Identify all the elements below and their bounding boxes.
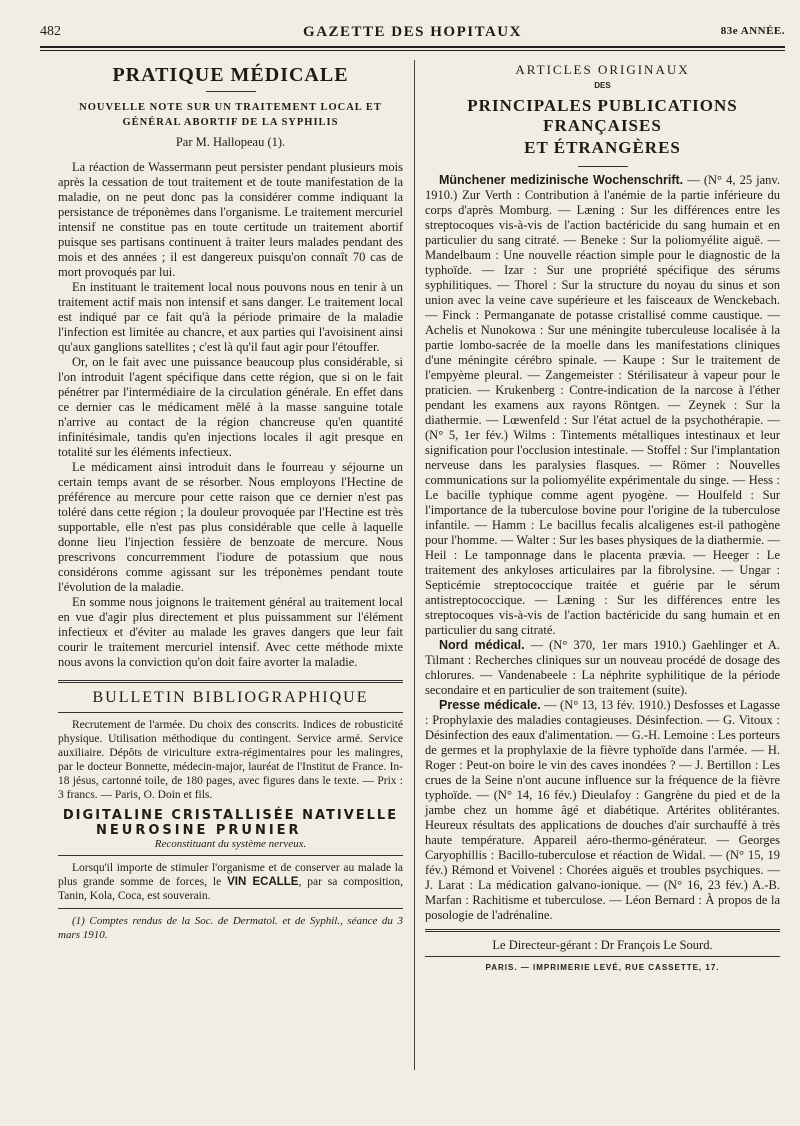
paragraph: En instituant le traitement local nous pouvons nous en tenir à un traitement actif mais non intensif et sans danger. Le traitement local est indiqué par ce fait qu'à la période primaire de la maladie l'infection est limitée au chancre, et aux parties qui l'avoisinent ainsi qu'aux ganglions satellites ; c'est là qu'il faut agir pour l'étouffer.	[58, 280, 403, 354]
article-subtitle: NOUVELLE NOTE SUR UN TRAITEMENT LOCAL ET GÉNÉRAL ABORTIF DE LA SYPHILIS	[79, 102, 382, 128]
paragraph: La réaction de Wassermann peut persister pendant plusieurs mois après la cessation de tout traitement et de toute manifestation de la maladie, on ne peut donc pas la considérer comme indiquant la persistance de tréponèmes dans l'organisme. Le traitement mercuriel intensif ne constitue pas en toute certitude un traitement abortif puisque ses partisans continuent à traiter leurs malades pendant des mois et des années ; il est dangereux puisqu'on connaît 70 cas de mort provoqués par lui.	[58, 160, 403, 279]
header-rule	[40, 46, 785, 51]
digitaline-ad: DIGITALINE CRISTALLISÉE NATIVELLE	[62, 808, 399, 823]
section-title: ARTICLES ORIGINAUX	[515, 62, 690, 77]
section-title: PRATIQUE MÉDICALE	[112, 64, 349, 86]
right-column	[425, 62, 780, 972]
des-label: DES	[594, 81, 611, 90]
vin-ecalle-name: VIN ECALLE	[227, 876, 299, 888]
footer-rule	[425, 929, 780, 932]
entry-journal: Nord médical.	[439, 638, 525, 652]
bulletin-title: BULLETIN BIBLIOGRAPHIQUE	[92, 689, 369, 706]
section-rule	[58, 680, 403, 683]
publication-entry: Münchener medizinische Wochenschrift. — (N° 4, 25 janv. 1910.) Zur Verth : Contribution à l'anémie de la partie inférieure du corps d'après Momburg. — Læning : Sur les différences entre les streptocoques vis-à-vis de l'action bactéricide du sang humain et en particulier du sang citraté. — Beneke : Sur la poliomyélite aiguë. — Mandelbaum : Une nouvelle réaction simple pour le diagnostic de la typhoïde. — Izar : Sur une propriété spécifique des sérums syphilitiques. — Thorel : Sur la structure du noyau du sinus et son union avec la veine cave supérieure et les faisceaux de Wenckebach. — Finck : Permanganate de potasse cristallisé comme caustique. — Achelis et Nunokowa : Sur une méningite tuberculeuse localisée à la partie lombo-sacrée de la moelle dans les manifestations cliniques d'une méningite cérébro spinale. — Kaupe : Sur le traitement de l'empyème pleural. — Zangemeister : Stérilisateur à vapeur pour le praticien. — Krukenberg : Contre-indication de la narcose à l'éther pendant les examens aux rayons Röntgen. — Zeynek : Sur la diathermie. — Lœwenfeld : Sur l'état actuel de la psychothérapie. — (N° 5, 1er fév.) Wilms : Tintements métalliques intestinaux et leur signification pour l'occlusion intestinale. — Stoffel : Sur l'implantation nerveuse dans les paralysies flasques. — Römer : Nouvelles communications sur la poliomyélite expérimentale du singe. — Hess : Le bacille typhique comme agent pyogène. — Houlfeld : Sur l'importance de la tuberculose bovine pour l'origine de la tuberculose infantile. — Hamm : Le bacillus fecalis alcaligenes est-il pathogène pour l'homme. — Walter : Sur les bases physiques de la diathermie. — Heil : Le tamponnage dans le placenta prævia. — Heeger : Le traitement des ankyloses articulaires par la fibrolysine. — Ungar : Septicémie streptococcique traitée et guérie par le sérum antistreptococcique. — Læning : Sur les différences entre les streptocoques vis-à-vis de l'action bactéricide du sang humain et en particulier du sang citraté.	[425, 173, 780, 637]
page-header	[40, 24, 785, 44]
publications-heading-2: ET ÉTRANGÈRES	[524, 138, 681, 157]
title-rule	[206, 91, 256, 92]
publication-entry: Presse médicale. — (N° 13, 13 fév. 1910.) Desfosses et Lagasse : Prophylaxie des maladies contagieuses. Désinfection. — G. Vitoux : Désinfection des eaux d'alimentation. — G.-H. Lemoine : Les porteurs de germes et la prophylaxie de la fièvre typhoïde dans l'armée. — H. Roger : Peut-on boire le vin des caves inondées ? — J. Bertillon : Les crues de la Seine n'ont aucune influence sur la fréquence de la fièvre typhoïde. — (N° 14, 16 fév.) Dieulafoy : Gangrène du pied et de la jambe chez un homme âgé et diabétique. Artérites oblitérantes. Heureux résultats des applications de douches d'air surchauffé à très haute température. Appareil aéro-thermo-générateur. — Georges Caryophillis : Bacillo-tuberculose et réaction de Widal. — (N° 15, 19 fév.) Rémond et Voivenel : Chorées aiguës et troubles psychiques. — J. Larat : La médication galvano-ionique. — (N° 16, 23 fév.) A.-B. Marfan : Rachitisme et tuberculose. — Léon Bernard : À propos de la posologie de l'adrénaline.	[425, 698, 780, 922]
entry-journal: Münchener medizinische Wochenschrift.	[439, 173, 684, 187]
paragraph: Le médicament ainsi introduit dans le fourreau y séjourne un certain temps avant de se résorber. Nous employons l'Hectine de préférence au mercure pour cette raison que ce dernier n'est pas toléré dans cette région ; la douleur provoquée par l'Hectine est très supportable, elle n'est pas plus considérable que celle à laquelle donne lieu l'injection fessière de benzoate de mercure. Nous prescrivons concurremment l'iodure de potassium que nous considérons comme agissant sur les tréponèmes pendant toute l'évolution de la maladie.	[58, 460, 403, 594]
title-rule	[578, 166, 628, 167]
entry-journal: Presse médicale.	[439, 698, 541, 712]
page-number: 482	[40, 24, 61, 39]
director-line: Le Directeur-gérant : Dr François Le Sourd.	[492, 938, 713, 952]
neurosine-ad: NEUROSINE PRUNIER	[96, 823, 302, 838]
publications-heading: PRINCIPALES PUBLICATIONS FRANÇAISES	[467, 96, 738, 135]
section-rule	[58, 712, 403, 713]
byline: Par M. Hallopeau (1).	[175, 135, 286, 149]
journal-title: GAZETTE DES HOPITAUX	[303, 24, 522, 40]
imprint: PARIS. — IMPRIMERIE LEVÉ, RUE CASSETTE, 17.	[485, 963, 720, 972]
paragraph: Or, on le fait avec une puissance beaucoup plus considérable, si l'on introduit l'agent spécifique dans cette région, que si on le fait pénétrer par l'intermédiaire de la circulation générale. En effet dans ce dernier cas le médicament mêlé à la masse sanguine totale n'arrive au contact de la région chancreuse qu'en quantité infinitésimale, tandis qu'en injections locales il agit presque en totalité sur les éléments infectieux.	[58, 355, 403, 459]
bulletin-text: Recrutement de l'armée. Du choix des conscrits. Indices de robusticité physique. Utilisation méthodique du contingent. Service armé. Service auxiliaire. Dépôts de viriculture extra-régimentaires pour les malingres, par le docteur Bonnette, médecin-major, lauréat de l'Institut de France. In-18 jésus, cartonné toile, de 180 pages, avec figures dans le texte. — Prix : 3 francs. — Paris, O. Doin et fils.	[58, 719, 403, 801]
publication-entry: Nord médical. — (N° 370, 1er mars 1910.) Gaehlinger et A. Tilmant : Recherches cliniques sur un nouveau procédé de dosage des chlorures. — Vandenabeele : La néphrite syphilitique de la période secondaire et en particulier de son traitement (suite).	[425, 638, 780, 697]
footnote: (1) Comptes rendus de la Soc. de Dermatol. et de Syphil., séance du 3 mars 1910.	[58, 915, 403, 941]
vin-ecalle-ad: Lorsqu'il importe de stimuler l'organisme et de conserver au malade la plus grande somme de forces, le VIN ECALLE, par sa composition, Tanin, Kola, Coca, est souverain.	[58, 862, 403, 902]
footer-rule	[425, 956, 780, 957]
footnote-rule	[58, 908, 403, 909]
column-divider	[414, 60, 415, 1070]
neurosine-tagline: Reconstituant du système nerveux.	[154, 838, 307, 850]
year-label: 83e ANNÉE.	[720, 25, 785, 37]
paragraph: En somme nous joignons le traitement général au traitement local en vue d'agir plus directement et plus puissamment sur l'élément infectieux et d'éviter au malade les graves dangers que leur fait courir le traitement mercuriel intensif. Avec cette méthode mixte nous avons la conviction qu'on doit faire avorter la maladie.	[58, 595, 403, 669]
left-column	[58, 62, 403, 942]
ad-rule	[58, 855, 403, 856]
